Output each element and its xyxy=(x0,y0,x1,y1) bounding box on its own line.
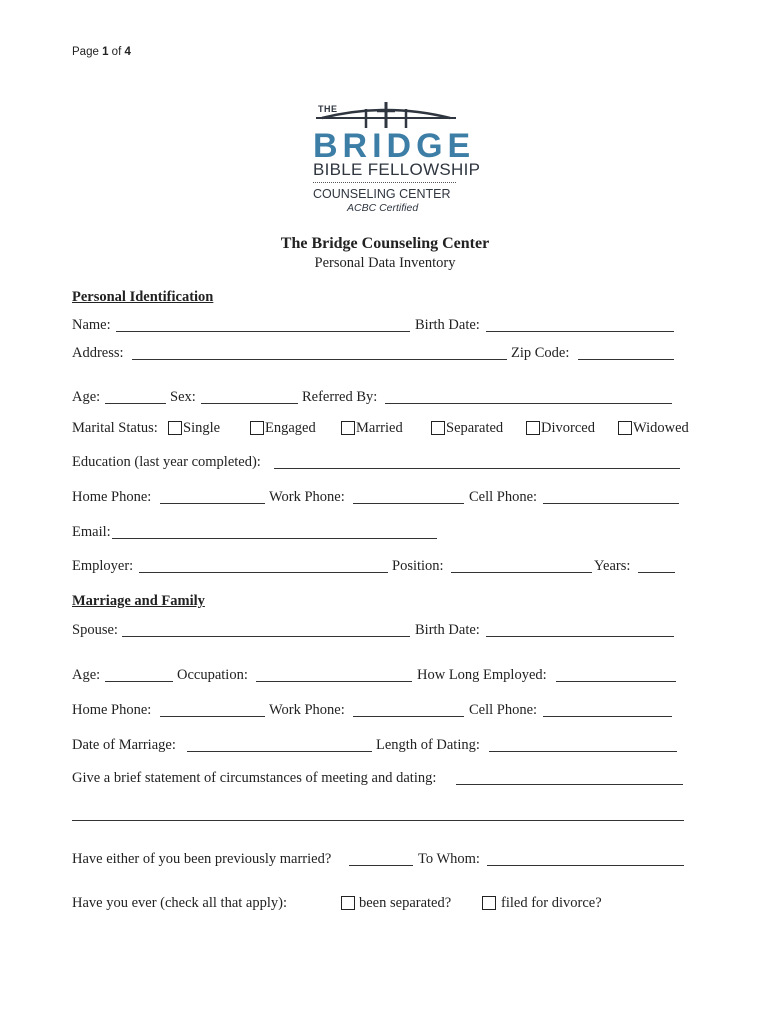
document-subtitle: Personal Data Inventory xyxy=(314,255,456,271)
name-field[interactable] xyxy=(116,331,410,332)
spouse-age-field[interactable] xyxy=(105,681,173,682)
referred-by-field[interactable] xyxy=(385,403,672,404)
marital-widowed-label: Widowed xyxy=(633,420,689,436)
section-heading-marriage: Marriage and Family xyxy=(72,593,205,609)
marital-divorced-checkbox[interactable] xyxy=(526,421,540,435)
zip-code-label: Zip Code: xyxy=(511,345,570,361)
to-whom-label: To Whom: xyxy=(418,851,480,867)
occupation-field[interactable] xyxy=(256,681,412,682)
document-title: The Bridge Counseling Center xyxy=(280,235,490,252)
marital-married-label: Married xyxy=(356,420,403,436)
home-phone-field[interactable] xyxy=(160,503,265,504)
spouse-age-label: Age: xyxy=(72,667,101,683)
employer-field[interactable] xyxy=(139,572,388,573)
birth-date-label: Birth Date: xyxy=(415,317,480,333)
years-field[interactable] xyxy=(638,572,675,573)
marital-separated-checkbox[interactable] xyxy=(431,421,445,435)
spouse-cell-phone-label: Cell Phone: xyxy=(469,702,538,718)
filed-for-divorce-label: filed for divorce? xyxy=(501,895,602,911)
statement-field-line-1[interactable] xyxy=(456,784,683,785)
marital-single-label: Single xyxy=(183,420,221,436)
referred-by-label: Referred By: xyxy=(302,389,378,405)
sex-field[interactable] xyxy=(201,403,298,404)
age-label: Age: xyxy=(72,389,101,405)
logo-the: THE xyxy=(318,104,338,114)
statement-field-line-2[interactable] xyxy=(72,820,684,821)
bridge-arch-icon xyxy=(310,100,462,130)
occupation-label: Occupation: xyxy=(177,667,248,683)
spouse-home-phone-label: Home Phone: xyxy=(72,702,152,718)
filed-for-divorce-checkbox[interactable] xyxy=(482,896,496,910)
zip-code-field[interactable] xyxy=(578,359,674,360)
education-field[interactable] xyxy=(274,468,680,469)
marital-engaged-checkbox[interactable] xyxy=(250,421,264,435)
spouse-label: Spouse: xyxy=(72,622,118,638)
spouse-field[interactable] xyxy=(122,636,410,637)
years-label: Years: xyxy=(594,558,631,574)
marital-single-checkbox[interactable] xyxy=(168,421,182,435)
previously-married-label: Have either of you been previously married? xyxy=(72,851,332,867)
address-field[interactable] xyxy=(132,359,507,360)
logo-bridge: BRIDGE xyxy=(313,127,476,165)
how-long-employed-field[interactable] xyxy=(556,681,676,682)
home-phone-label: Home Phone: xyxy=(72,489,152,505)
previously-married-field[interactable] xyxy=(349,865,413,866)
name-label: Name: xyxy=(72,317,111,333)
logo-fellowship: BIBLE FELLOWSHIP xyxy=(313,160,481,179)
cell-phone-label: Cell Phone: xyxy=(469,489,538,505)
to-whom-field[interactable] xyxy=(487,865,684,866)
date-of-marriage-field[interactable] xyxy=(187,751,372,752)
marital-married-checkbox[interactable] xyxy=(341,421,355,435)
logo-certified: ACBC Certified xyxy=(347,202,419,214)
date-of-marriage-label: Date of Marriage: xyxy=(72,737,176,753)
statement-label: Give a brief statement of circumstances of meeting and dating: xyxy=(72,770,437,786)
work-phone-label: Work Phone: xyxy=(269,489,345,505)
employer-label: Employer: xyxy=(72,558,134,574)
marital-engaged-label: Engaged xyxy=(265,420,316,436)
page-number: Page 1 of 4 xyxy=(72,46,131,58)
spouse-birth-date-field[interactable] xyxy=(486,636,674,637)
position-field[interactable] xyxy=(451,572,592,573)
length-of-dating-label: Length of Dating: xyxy=(376,737,480,753)
logo-counseling: COUNSELING CENTER xyxy=(313,187,451,201)
been-separated-label: been separated? xyxy=(359,895,452,911)
work-phone-field[interactable] xyxy=(353,503,464,504)
spouse-work-phone-field[interactable] xyxy=(353,716,464,717)
spouse-cell-phone-field[interactable] xyxy=(543,716,672,717)
spouse-home-phone-field[interactable] xyxy=(160,716,265,717)
sex-label: Sex: xyxy=(170,389,196,405)
section-heading-personal: Personal Identification xyxy=(72,289,214,305)
email-label: Email: xyxy=(72,524,111,540)
marital-divorced-label: Divorced xyxy=(541,420,595,436)
age-field[interactable] xyxy=(105,403,166,404)
spouse-work-phone-label: Work Phone: xyxy=(269,702,345,718)
marital-widowed-checkbox[interactable] xyxy=(618,421,632,435)
email-field[interactable] xyxy=(112,538,437,539)
birth-date-field[interactable] xyxy=(486,331,674,332)
marital-status-label: Marital Status: xyxy=(72,420,158,436)
have-you-ever-label: Have you ever (check all that apply): xyxy=(72,895,287,911)
spouse-birth-date-label: Birth Date: xyxy=(415,622,480,638)
address-label: Address: xyxy=(72,345,124,361)
logo-divider xyxy=(313,182,456,183)
length-of-dating-field[interactable] xyxy=(489,751,677,752)
position-label: Position: xyxy=(392,558,444,574)
been-separated-checkbox[interactable] xyxy=(341,896,355,910)
cell-phone-field[interactable] xyxy=(543,503,679,504)
marital-separated-label: Separated xyxy=(446,420,504,436)
education-label: Education (last year completed): xyxy=(72,454,261,470)
how-long-employed-label: How Long Employed: xyxy=(417,667,547,683)
